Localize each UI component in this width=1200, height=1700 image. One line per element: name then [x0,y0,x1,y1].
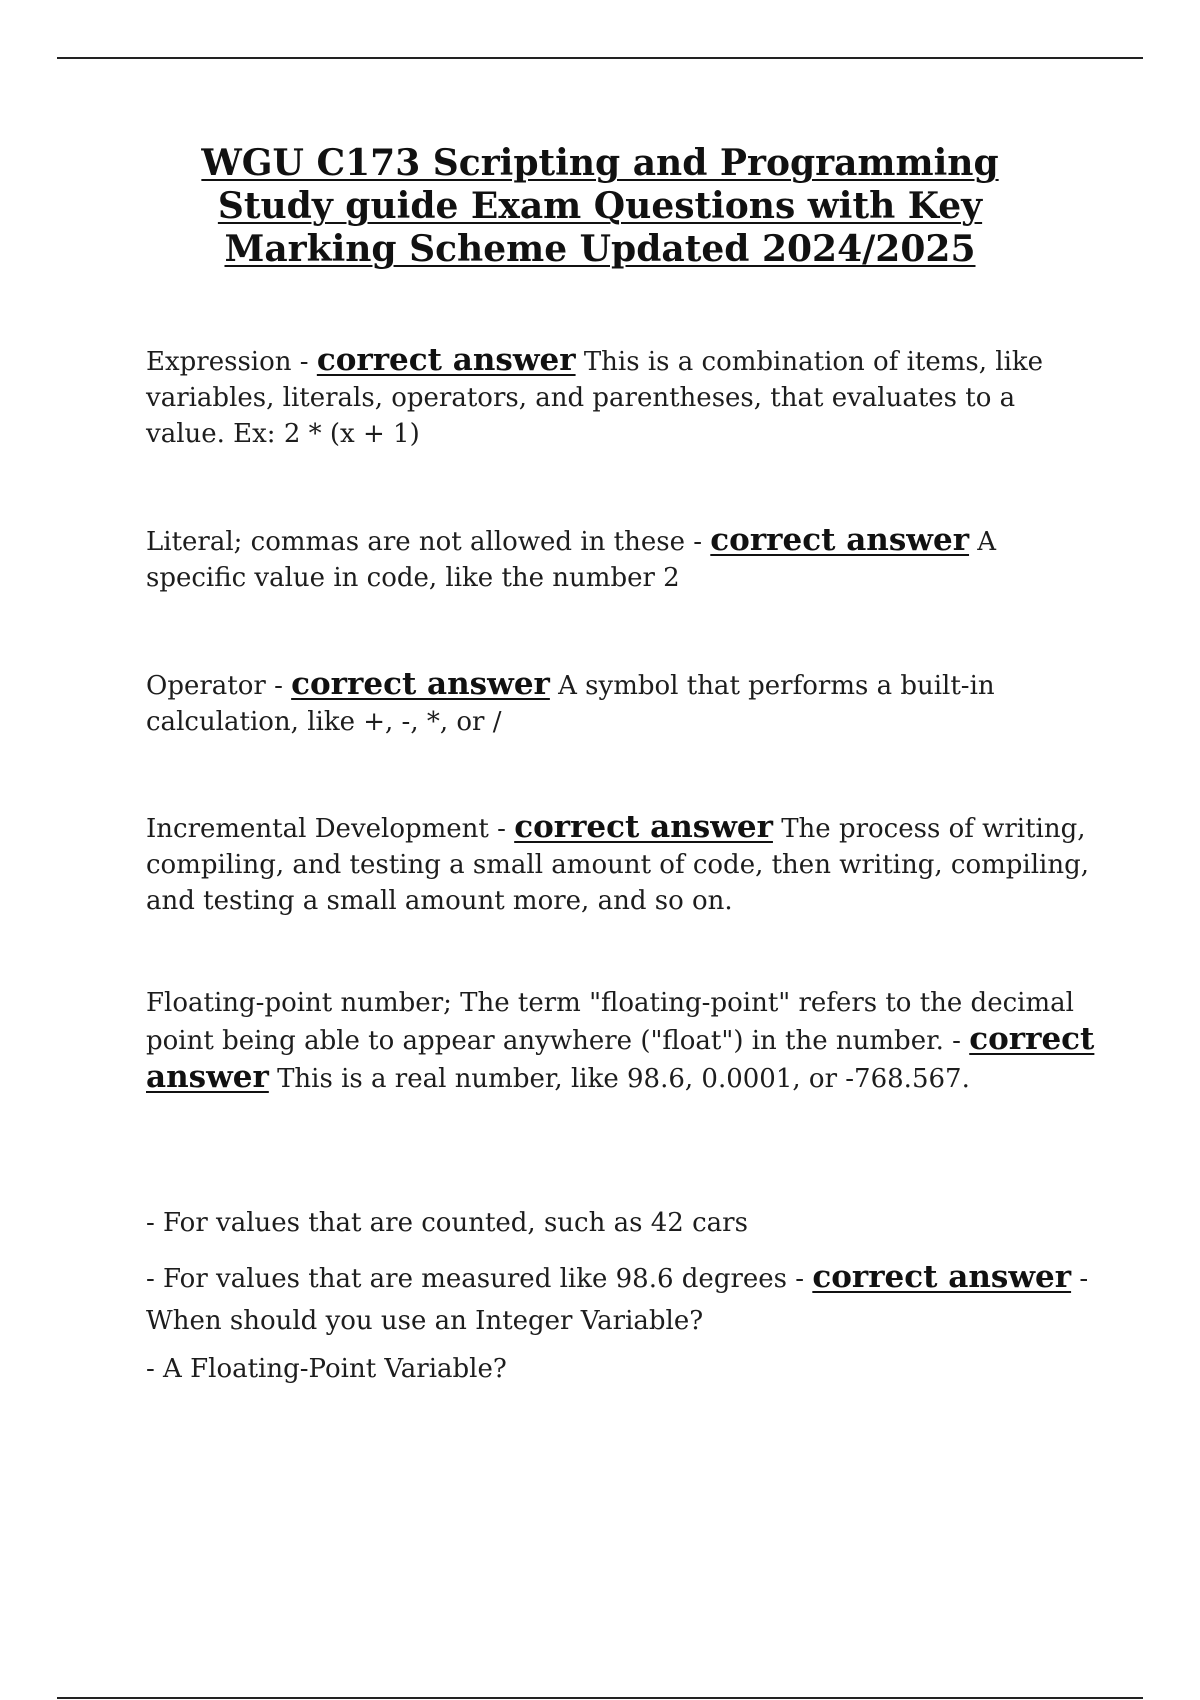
answer-text: A specific value in code, like the number 2 [146,527,997,593]
question-text: - For values that are measured like 98.6 degrees - [146,1264,813,1294]
question-text: Literal; commas are not allowed in these - [146,527,711,557]
top-rule [57,57,1143,59]
correct-answer-label: correct answer [514,809,773,845]
qa-entry-incremental-development [146,809,1096,919]
qa-entry-expression [146,342,1096,452]
qa-line-measured-values [146,1256,1096,1342]
answer-text: The process of writing, compiling, and testing a small amount of code, then writing, compiling, and testing a small amount more, and so on. [146,814,1089,916]
qa-entry-literal [146,522,1096,596]
document-title: WGU C173 Scripting and Programming Study guide Exam Questions with Key Marking Scheme Updated 2024/2025 [201,142,999,270]
answer-text: This is a real number, like 98.6, 0.0001, or -768.567. [268,1064,970,1094]
bottom-rule [57,1697,1143,1699]
question-text: Operator - [146,671,292,701]
qa-line-floating-point-variable: - A Floating-Point Variable? [146,1354,507,1384]
correct-answer-label: correct answer [316,342,576,378]
correct-answer-label: correct answer [291,666,550,702]
answer-text: - When should you use an Integer Variable? [146,1264,1089,1336]
question-text: Incremental Development - [146,814,515,844]
correct-answer-label: correct answer [146,1021,1095,1095]
correct-answer-label: correct answer [812,1259,1072,1295]
question-text: Floating-point number; The term "floating-point" refers to the decimal point being able to appear anywhere ("float") in the number. - [146,988,1074,1056]
question-text: Expression - [146,347,317,377]
qa-line-counted-values: - For values that are counted, such as 42 cars [146,1208,748,1238]
answer-text: A symbol that performs a built-in calculation, like +, -, *, or / [146,671,995,737]
qa-entry-operator [146,666,1096,740]
correct-answer-label: correct answer [710,522,970,558]
qa-entry-floating-point [146,985,1096,1097]
answer-text: This is a combination of items, like variables, literals, operators, and parentheses, that evaluates to a value. Ex: 2 * (x + 1) [146,347,1044,449]
